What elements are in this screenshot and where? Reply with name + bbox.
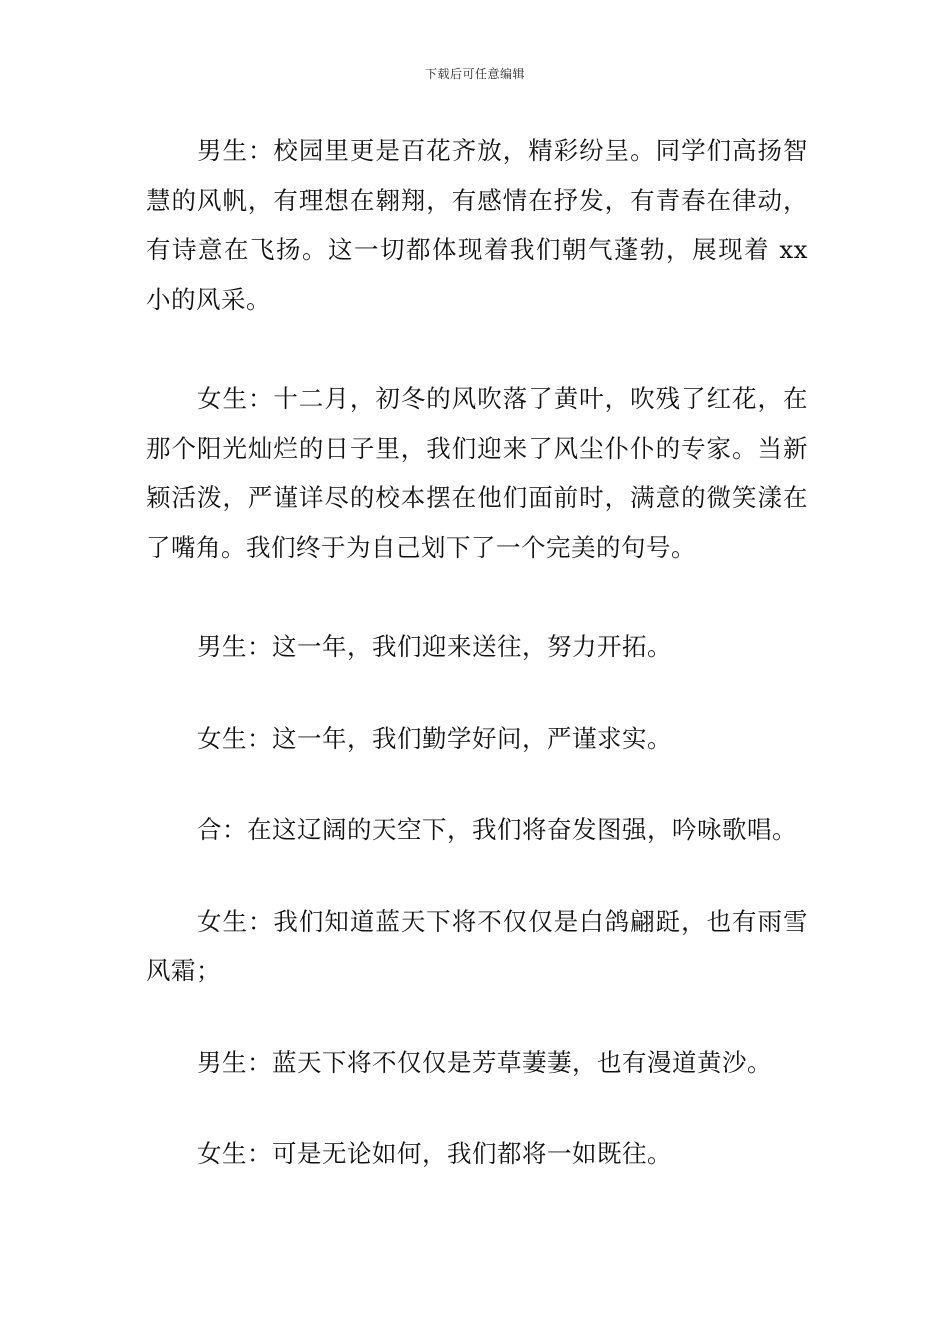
paragraph-4: 女生：这一年，我们勤学好问，严谨求实。	[197, 723, 672, 753]
paragraph-1: 男生：校园里更是百花齐放，精彩纷呈。同学们高扬智慧的风帆，有理想在翱翔，有感情在抒发，有青春在律动，有诗意在飞扬。这一切都体现着我们朝气蓬勃，展现着 xx 小的风采。	[146, 136, 808, 314]
paragraph-6: 女生：我们知道蓝天下将不仅仅是白鸽翩跹，也有雨雪风霜；	[146, 906, 808, 985]
document-body	[146, 126, 808, 1179]
paragraph-5: 合：在这辽阔的天空下，我们将奋发图强，吟咏歌唱。	[197, 815, 797, 844]
page-header: 下载后可任意编辑	[424, 67, 525, 81]
paragraph-7: 男生：蓝天下将不仅仅是芳草萋萋，也有漫道黄沙。	[197, 1047, 772, 1077]
paragraph-3: 男生：这一年，我们迎来送往，努力开拓。	[197, 632, 672, 661]
paragraph-2: 女生：十二月，初冬的风吹落了黄叶，吹残了红花，在那个阳光灿烂的日子里，我们迎来了风尘仆仆的专家。当新颖活泼，严谨详尽的校本摆在他们面前时，满意的微笑漾在了嘴角。我们终于为自己划下了一个完美的句号。	[146, 384, 808, 562]
paragraph-8: 女生：可是无论如何，我们都将一如既往。	[197, 1139, 672, 1168]
